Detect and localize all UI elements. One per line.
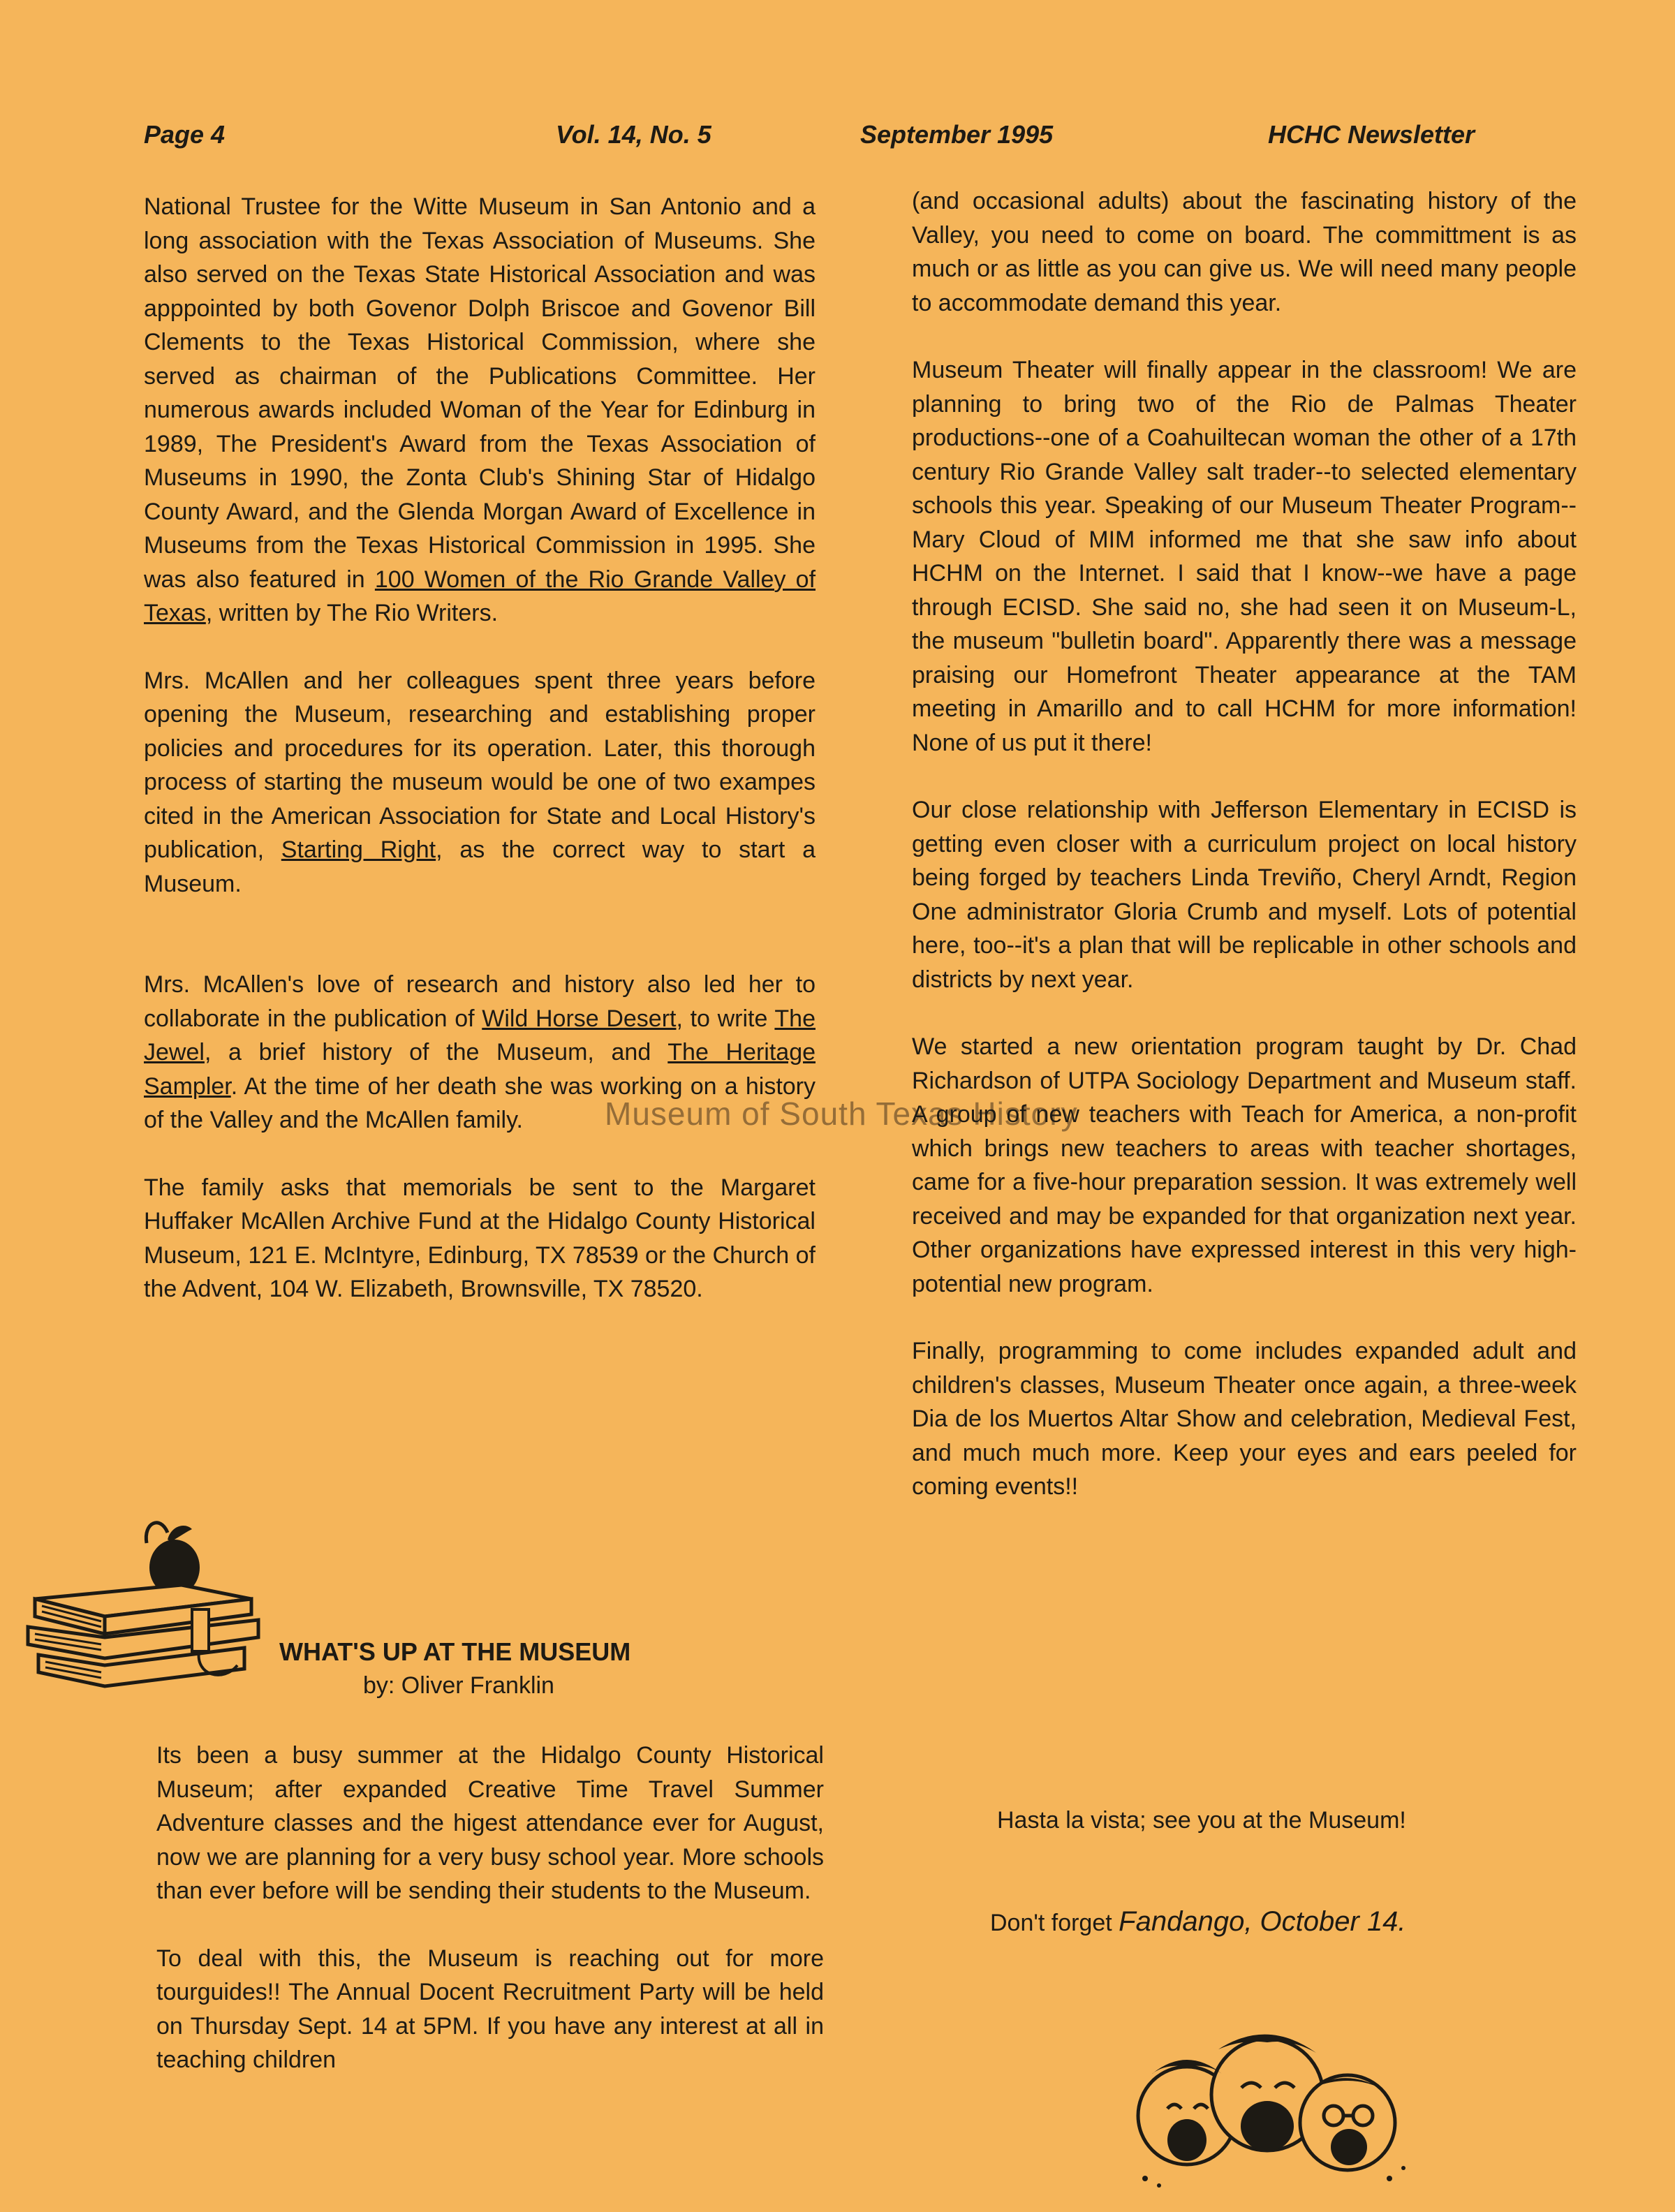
paragraph-orientation: We started a new orientation program taught by Dr. Chad Richardson of UTPA Sociology Department and Museum staff. A group of new teachers with Teach for America, a non-profit which brings new teachers to areas with teacher shortages, came for a five-hour preparation session. It was extremely well received and may be expanded for that organization next year. Other organizations have expressed interest in this very high-potential new program. (912, 1033, 1577, 1297)
book-title: The Heritage Sampler (144, 1039, 816, 1100)
right-column (912, 184, 1577, 1538)
page-header (0, 120, 1675, 162)
watermark-text: Museum of South Texas History (605, 1096, 1078, 1132)
section-title: WHAT'S UP AT THE MUSEUM (279, 1637, 631, 1666)
paragraph-publications: Mrs. McAllen's love of research and history also led her to collaborate in the publication of Wild Horse Desert, to write The Jewel, a brief history of the Museum, and The Heritage Sampler. At the time of her death she was working on a history of the Valley and the McAllen family. (144, 971, 816, 1133)
laughing-faces-icon (1103, 2011, 1431, 2199)
paragraph-programming: Finally, programming to come includes expanded adult and children's classes, Museum Theater once again, a three-week Dia de los Muertos Altar Show and celebration, Medieval Fest, and much much more. Keep your eyes and ears peeled for coming events!! (912, 1338, 1577, 1500)
books-apple-icon (21, 1494, 286, 1697)
paragraph-awards: National Trustee for the Witte Museum in San Antonio and a long association with the Texas Association of Museums. She also served on the Texas State Historical Association and was apppointed by both Govenor Dolph Briscoe and Govenor Bill Clements to the Texas Historical Commission, where she served as chairman of the Publications Committee. Her numerous awards included Woman of the Year for Edinburg in 1989, The President's Award from the Texas Association of Museums in 1990, the Zonta Club's Shining Star of Hidalgo County Award, and the Glenda Morgan Award of Excellence in Museums from the Texas Historical Commission in 1995. She was also featured in 100 Women of the Rio Grande Valley of Texas, written by The Rio Writers. (144, 193, 816, 626)
book-title: Wild Horse Desert (482, 1005, 677, 1032)
paragraph-memorials: The family asks that memorials be sent to the Margaret Huffaker McAllen Archive Fund at the Hidalgo County Historical Museum, 121 E. McIntyre, Edinburg, TX 78539 or the Church of the Advent, 104 W. Elizabeth, Brownsville, TX 78520. (144, 1174, 816, 1302)
paragraph-board: (and occasional adults) about the fascinating history of the Valley, you need to come on board. The committment is as much or as little as you can give us. We will need many people to accommodate demand this year. (912, 188, 1577, 316)
section-byline: by: Oliver Franklin (363, 1672, 554, 1699)
newsletter-title: HCHC Newsletter (1268, 120, 1475, 149)
issue-date: September 1995 (860, 120, 1054, 149)
closing-farewell: Hasta la vista; see you at the Museum! (997, 1807, 1406, 1834)
paragraph-summer: Its been a busy summer at the Hidalgo County Historical Museum; after expanded Creative Time Travel Summer Adventure classes and the higest attendance ever for August, now we are planning for a very busy school year. More schools than ever before will be sending their students to the Museum. (156, 1742, 824, 1904)
book-title: The Jewel (144, 1005, 816, 1066)
volume-number: Vol. 14, No. 5 (556, 120, 711, 149)
book-title: 100 Women of the Rio Grande Valley of Texas (144, 566, 816, 626)
section-body (156, 1739, 824, 2111)
paragraph-jefferson: Our close relationship with Jefferson Elementary in ECISD is getting even closer with a curriculum project on local history being forged by teachers Linda Treviño, Cheryl Arndt, Region One administrator Gloria Crumb and myself. Lots of potential here, too--it's a plan that will be replicable in other schools and districts by next year. (912, 797, 1577, 993)
left-column (144, 190, 816, 1340)
closing-reminder: Don't forget Fandango, October 14. (990, 1906, 1406, 1937)
event-name: Fandango, October 14. (1119, 1906, 1406, 1937)
paragraph-theater: Museum Theater will finally appear in the classroom! We are planning to bring two of the Rio de Palmas Theater productions--one of a Coahuiltecan woman the other of a 17th century Rio Grande Valley salt trader--to selected elementary schools this year. Speaking of our Museum Theater Program--Mary Cloud of MIM informed me that she saw info about HCHM on the Internet. I said that I know--we have a page through ECISD. She said no, she had seen it on Museum-L, the museum "bulletin board". Apparently there was a message praising our Homefront Theater appearance at the TAM meeting in Amarillo and to call HCHM for more information! None of us put it there! (912, 357, 1577, 756)
paragraph-founding: Mrs. McAllen and her colleagues spent three years before opening the Museum, researching and establishing proper policies and procedures for its operation. Later, this thorough process of starting the museum would be one of two exampes cited in the American Association for State and Local History's publication, Starting Right, as the correct way to start a Museum. (144, 667, 816, 897)
page-number: Page 4 (144, 120, 226, 149)
paragraph-docents: To deal with this, the Museum is reaching out for more tourguides!! The Annual Docent Recruitment Party will be held on Thursday Sept. 14 at 5PM. If you have any interest at all in teaching children (156, 1945, 824, 2073)
book-title: Starting Right (281, 836, 436, 863)
